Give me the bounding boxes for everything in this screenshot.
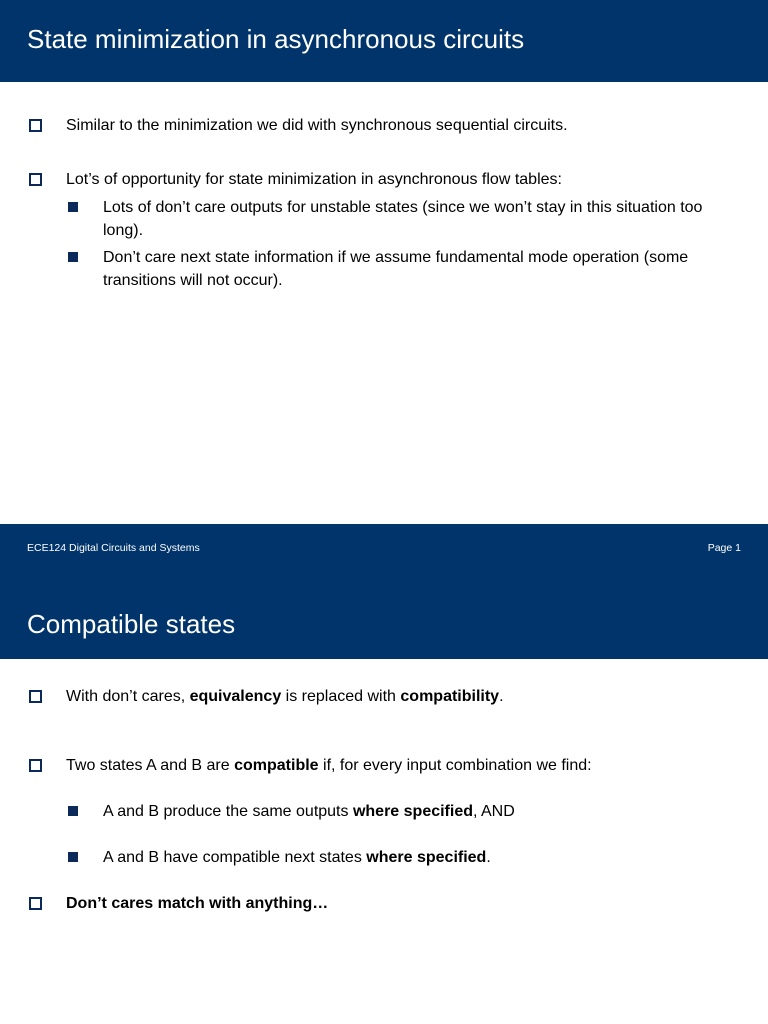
hollow-square-bullet-icon [29,759,42,772]
sub-bullet-text: Don’t care next state information if we assume fundamental mode operation (some transitions will not occur). [103,249,689,289]
bullet-text: With don’t cares, equivalency is replaced with compatibility. [66,688,504,705]
slide-title: State minimization in asynchronous circuits [27,23,525,54]
bullet-text: Don’t cares match with anything… [66,895,329,912]
sub-bullet-text: Lots of don’t care outputs for unstable states (since we won’t stay in this situation too long). [103,199,703,239]
hollow-square-bullet-icon [29,690,42,703]
filled-square-bullet-icon [68,806,78,816]
slide-title-bar [0,0,768,82]
bullet-text: Similar to the minimization we did with synchronous sequential circuits. [66,117,568,134]
sub-bullet-text: A and B produce the same outputs where specified, AND [103,803,515,820]
hollow-square-bullet-icon [29,897,42,910]
bullet-text: Lot’s of opportunity for state minimization in asynchronous flow tables: [66,171,562,188]
filled-square-bullet-icon [68,202,78,212]
hollow-square-bullet-icon [29,173,42,186]
footer-band [0,524,768,659]
hollow-square-bullet-icon [29,119,42,132]
footer-course: ECE124 Digital Circuits and Systems [27,542,200,554]
bullet-text: Two states A and B are compatible if, for every input combination we find: [66,757,592,774]
slide-title: Compatible states [27,609,236,639]
filled-square-bullet-icon [68,252,78,262]
sub-bullet-text: A and B have compatible next states where specified. [103,849,491,866]
filled-square-bullet-icon [68,852,78,862]
page-number: Page 1 [707,542,741,554]
